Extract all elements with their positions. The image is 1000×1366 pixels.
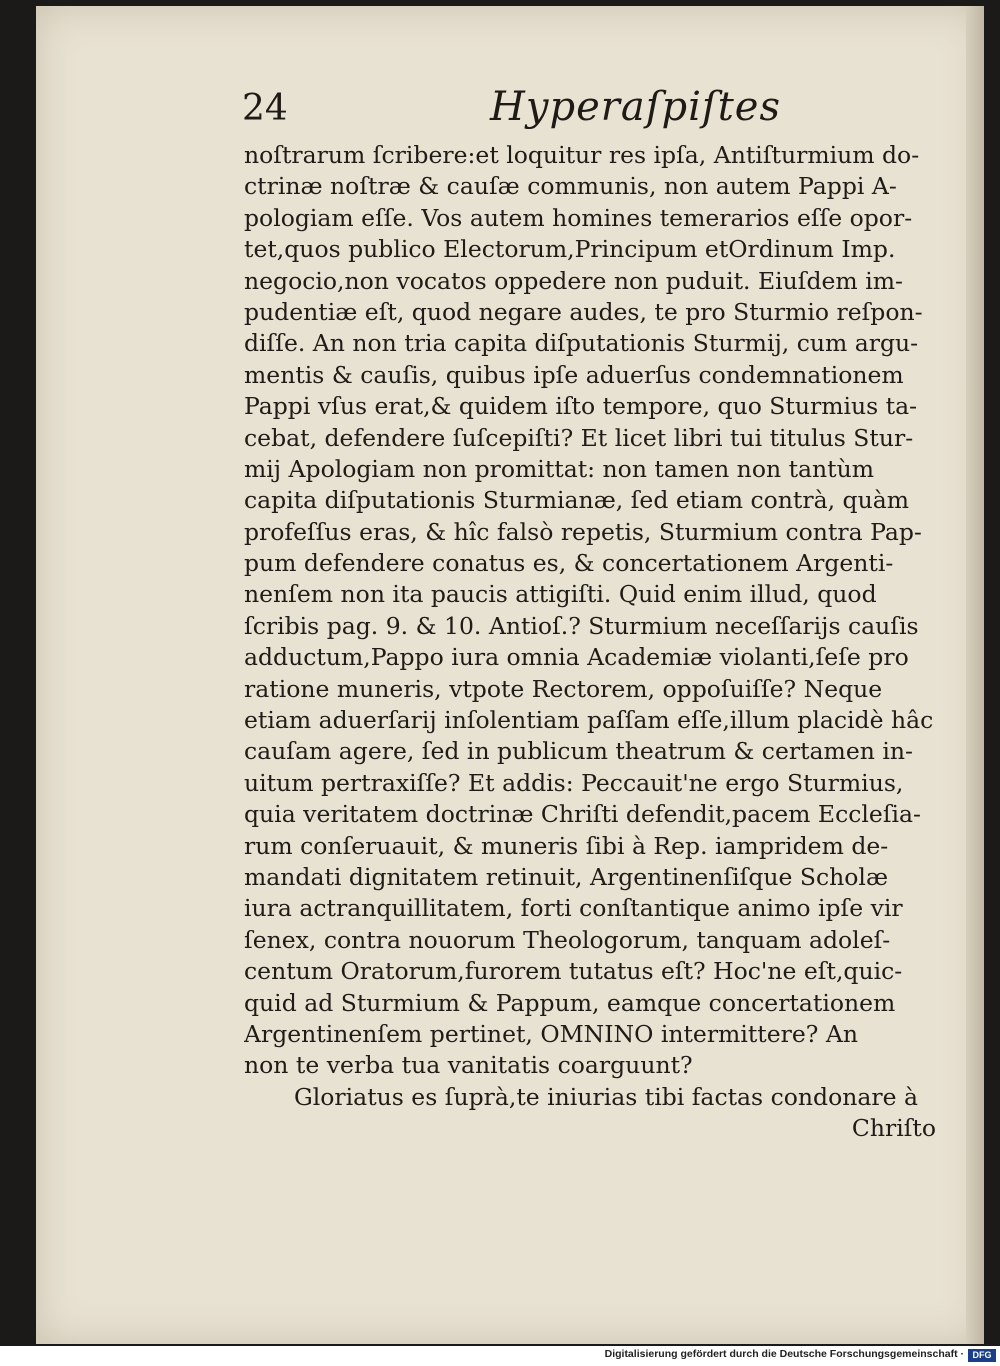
text-line: pologiam eſſe. Vos autem homines temerarios eſſe opor- (244, 203, 913, 232)
page-edge (966, 6, 984, 1344)
text-line: cauſam agere, ſed in publicum theatrum & certamen in- (244, 737, 913, 766)
text-line: tet,quos publico Electorum,Principum etOrdinum Imp. (244, 235, 896, 264)
text-line: rum conſeruauit, & muneris ſibi à Rep. iampridem de- (244, 831, 889, 860)
text-line: mentis & cauſis, quibus ipſe aduerſus condemnationem (244, 360, 904, 389)
text-line: ratione muneris, vtpote Rectorem, oppoſuiſſe? Neque (244, 674, 883, 703)
text-line: etiam aduerſarij inſolentiam paſſam eſſe,illum placidè hâc (244, 706, 934, 735)
page-header (242, 84, 942, 142)
text-line: Argentinenſem pertinet, OMNINO intermittere? An (244, 1019, 858, 1048)
text-line: adductum,Pappo iura omnia Academiæ violanti,ſeſe pro (244, 643, 909, 672)
text-line: pum defendere conatus es, & concertationem Argenti- (244, 549, 894, 578)
text-line: diſſe. An non tria capita diſputationis Sturmij, cum argu- (244, 329, 919, 358)
text-line: noſtrarum ſcribere:et loquitur res ipſa, Antiſturmium do- (244, 141, 920, 169)
text-line: quia veritatem doctrinæ Chriſti defendit,pacem Eccleſia- (244, 800, 922, 829)
running-title: Hyperaſpiſtes (490, 84, 782, 130)
dfg-logo-icon: DFG (968, 1349, 996, 1362)
text-line: Pappi vſus erat,& quidem iſto tempore, quo Sturmius ta- (244, 392, 918, 421)
text-line: ſcribis pag. 9. & 10. Antioſ.? Sturmium neceſſarijs cauſis (244, 611, 919, 640)
text-line: negocio,non vocatos oppedere non puduit. Eiuſdem im- (244, 266, 903, 295)
text-line: non te verba tua vanitatis coarguunt? (244, 1051, 693, 1080)
text-line: mij Apologiam non promittat: non tamen non tantùm (244, 454, 875, 483)
digitization-footer (0, 1346, 1000, 1366)
text-line: ſenex, contra nouorum Theologorum, tanquam adoleſ- (244, 925, 891, 954)
text-line: quid ad Sturmium & Pappum, eamque concertationem (244, 988, 896, 1017)
text-line: profeſſus eras, & hîc falsò repetis, Sturmium contra Pap- (244, 517, 922, 546)
page-number: 24 (242, 88, 288, 129)
text-line: nenſem non ita paucis attigiſti. Quid enim illud, quod (244, 580, 877, 609)
text-line: ctrinæ noſtræ & cauſæ communis, non autem Pappi A- (244, 172, 897, 201)
text-line: centum Oratorum,furorem tutatus eſt? Hoc'ne eſt,quic- (244, 957, 903, 986)
text-line: iura actranquillitatem, forti conſtantique animo ipſe vir (244, 894, 903, 923)
text-line: pudentiæ eſt, quod negare audes, te pro Sturmio reſpon- (244, 297, 923, 326)
catchword: Chriſto (851, 1114, 936, 1143)
text-line: mandati dignitatem retinuit, Argentinenſiſque Scholæ (244, 862, 889, 891)
body-text (244, 140, 944, 1145)
text-line: uitum pertraxiſſe? Et addis: Peccauit'ne ergo Sturmius, (244, 768, 904, 797)
footer-credit: Digitalisierung gefördert durch die Deutsche Forschungsgemeinschaft · (604, 1348, 964, 1360)
text-line: capita diſputationis Sturmianæ, ſed etiam contrà, quàm (244, 486, 910, 515)
paragraph-start-line: Gloriatus es ſuprà,te iniurias tibi factas condonare à (294, 1082, 918, 1111)
text-line: cebat, defendere ſuſcepiſti? Et licet libri tui titulus Stur- (244, 423, 914, 452)
